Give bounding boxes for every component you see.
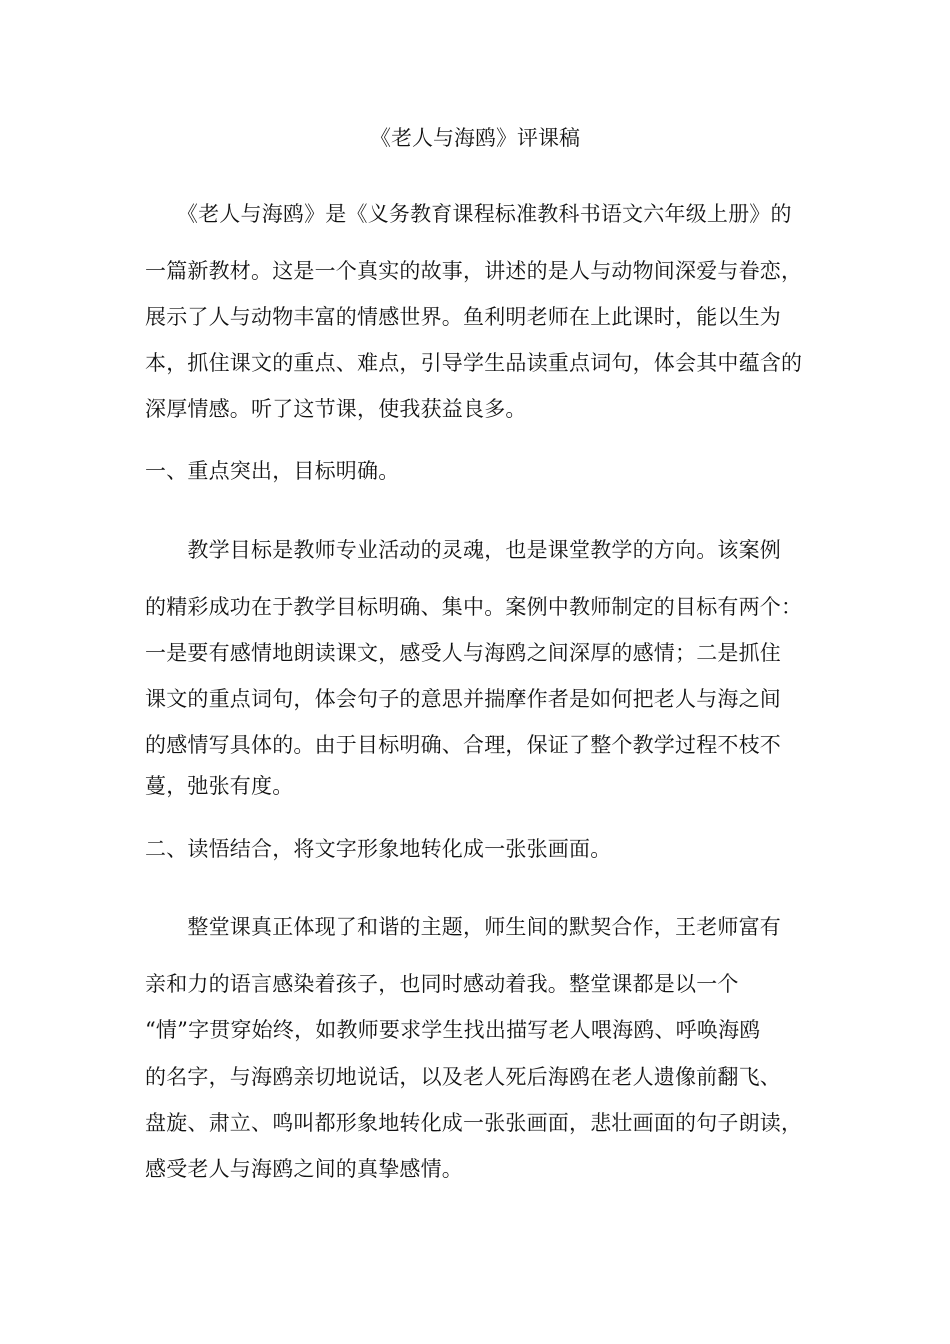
- section-heading-2: 二、读悟结合，将文字形象地转化成一张张画面。: [145, 837, 612, 861]
- section-heading-1: 一、重点突出，目标明确。: [145, 459, 400, 483]
- paragraph-2-line-6: 蔓，弛张有度。: [145, 774, 294, 798]
- paragraph-2-line-5: 的感情写具体的。由于目标明确、合理，保证了整个教学过程不枝不: [145, 733, 781, 757]
- paragraph-3-line-2: 亲和力的语言感染着孩子，也同时感动着我。整堂课都是以一个: [145, 972, 739, 996]
- paragraph-3-line-5: 盘旋、肃立、鸣叫都形象地转化成一张张画面，悲壮画面的句子朗读，: [145, 1111, 803, 1135]
- paragraph-2-line-2: 的精彩成功在于教学目标明确、集中。案例中教师制定的目标有两个：: [145, 595, 803, 619]
- paragraph-1-line-2: 一篇新教材。这是一个真实的故事，讲述的是人与动物间深爱与眷恋，: [145, 259, 803, 283]
- paragraph-2-line-3: 一是要有感情地朗读课文，感受人与海鸥之间深厚的感情；二是抓住: [145, 641, 781, 665]
- paragraph-3-line-6: 感受老人与海鸥之间的真挚感情。: [145, 1157, 463, 1181]
- paragraph-1-line-4: 本，抓住课文的重点、难点，引导学生品读重点词句，体会其中蕴含的: [145, 351, 803, 375]
- paragraph-1-line-5: 深厚情感。听了这节课，使我获益良多。: [145, 397, 527, 421]
- paragraph-1-line-3: 展示了人与动物丰富的情感世界。鱼利明老师在上此课时，能以生为: [145, 305, 781, 329]
- paragraph-2-line-1: 教学目标是教师专业活动的灵魂，也是课堂教学的方向。该案例: [145, 538, 781, 562]
- paragraph-2-line-4: 课文的重点词句，体会句子的意思并揣摩作者是如何把老人与海之间: [145, 687, 781, 711]
- paragraph-3-line-3: “情”字贯穿始终，如教师要求学生找出描写老人喂海鸥、呼唤海鸥: [145, 1018, 761, 1042]
- paragraph-1-line-1: 《老人与海鸥》是《义务教育课程标准教科书语文六年级上册》的: [145, 202, 792, 226]
- paragraph-3-line-1: 整堂课真正体现了和谐的主题，师生间的默契合作，王老师富有: [145, 915, 781, 939]
- document-title: 《老人与海鸥》评课稿: [370, 126, 580, 150]
- paragraph-3-line-4: 的名字，与海鸥亲切地说话，以及老人死后海鸥在老人遗像前翻飞、: [145, 1065, 781, 1089]
